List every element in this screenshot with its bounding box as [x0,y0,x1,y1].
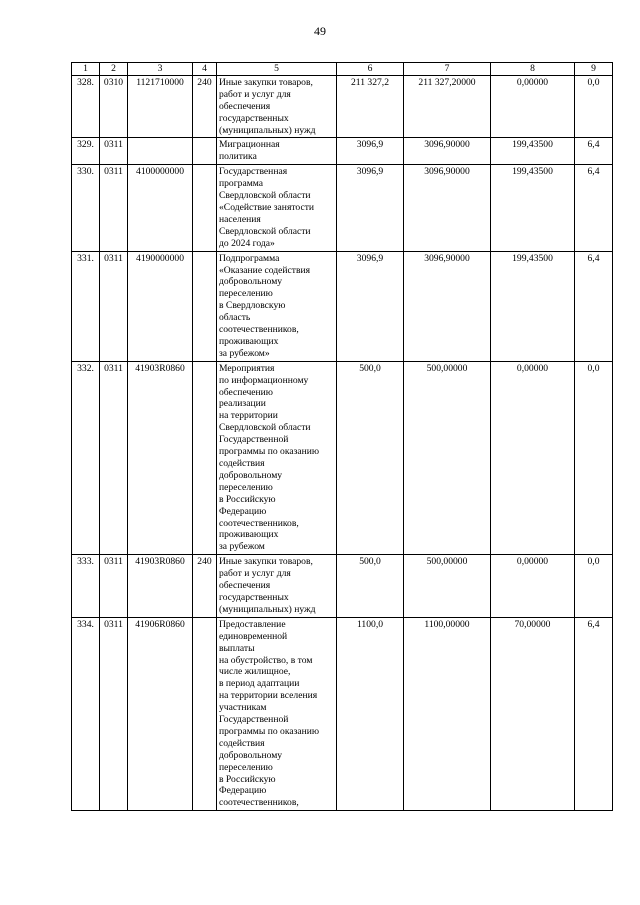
header-cell: 8 [491,63,575,76]
row-number-cell: 331. [72,251,100,361]
percent-cell: 6,4 [575,138,613,165]
budget-amount-cell: 3096,90000 [404,251,491,361]
target-article-cell: 1121710000 [128,75,193,138]
executed-amount-cell: 0,00000 [491,361,575,555]
item-name-cell: Предоставление единовременной выплаты на обустройство, в том числе жилищное, в период адаптации на территории вселения участникам Государственной программы по оказанию содействия добровольному переселению в Российскую Федерацию соотечественников, [217,617,337,811]
item-name-cell: Мероприятия по информационному обеспечению реализации на территории Свердловской области Государственной программы по оказанию содействия добровольному переселению в Российскую Федерацию соотечественников, проживающих за рубежом [217,361,337,555]
executed-amount-cell: 0,00000 [491,555,575,618]
item-name-cell: Иные закупки товаров, работ и услуг для обеспечения государственных (муниципальных) нужд [217,555,337,618]
table-row [72,361,613,555]
item-name-cell: Государственная программа Свердловской области «Содействие занятости населения Свердловской области до 2024 года» [217,165,337,251]
expense-type-cell: 240 [193,75,217,138]
section-code-cell: 0311 [100,165,128,251]
planned-amount-cell: 3096,9 [337,165,404,251]
item-name-cell: Миграционная политика [217,138,337,165]
header-row [72,63,613,76]
section-code-cell: 0311 [100,617,128,811]
expense-type-cell: 240 [193,555,217,618]
row-number-cell: 334. [72,617,100,811]
budget-amount-cell: 211 327,20000 [404,75,491,138]
expense-type-cell [193,361,217,555]
table-body [72,75,613,810]
section-code-cell: 0311 [100,555,128,618]
expense-type-cell [193,165,217,251]
budget-amount-cell: 500,00000 [404,555,491,618]
row-number-cell: 332. [72,361,100,555]
executed-amount-cell: 199,43500 [491,165,575,251]
budget-amount-cell: 1100,00000 [404,617,491,811]
expense-type-cell [193,251,217,361]
executed-amount-cell: 199,43500 [491,138,575,165]
percent-cell: 6,4 [575,617,613,811]
table-row [72,165,613,251]
budget-table [71,62,613,811]
header-cell: 7 [404,63,491,76]
target-article-cell: 41906R0860 [128,617,193,811]
planned-amount-cell: 3096,9 [337,138,404,165]
table-row [72,555,613,618]
item-name-cell: Подпрограмма «Оказание содействия добровольному переселению в Свердловскую область соотечественников, проживающих за рубежом» [217,251,337,361]
executed-amount-cell: 70,00000 [491,617,575,811]
row-number-cell: 333. [72,555,100,618]
percent-cell: 0,0 [575,75,613,138]
expense-type-cell [193,138,217,165]
planned-amount-cell: 500,0 [337,361,404,555]
section-code-cell: 0311 [100,138,128,165]
executed-amount-cell: 199,43500 [491,251,575,361]
budget-amount-cell: 3096,90000 [404,138,491,165]
row-number-cell: 329. [72,138,100,165]
table-row [72,251,613,361]
percent-cell: 0,0 [575,555,613,618]
table-row [72,75,613,138]
planned-amount-cell: 211 327,2 [337,75,404,138]
target-article-cell: 4100000000 [128,165,193,251]
target-article-cell [128,138,193,165]
planned-amount-cell: 1100,0 [337,617,404,811]
section-code-cell: 0310 [100,75,128,138]
section-code-cell: 0311 [100,361,128,555]
expense-type-cell [193,617,217,811]
target-article-cell: 4190000000 [128,251,193,361]
page-number: 49 [314,24,326,38]
header-cell: 3 [128,63,193,76]
percent-cell: 6,4 [575,251,613,361]
table-row [72,138,613,165]
header-cell: 9 [575,63,613,76]
percent-cell: 6,4 [575,165,613,251]
row-number-cell: 330. [72,165,100,251]
header-cell: 2 [100,63,128,76]
item-name-cell: Иные закупки товаров, работ и услуг для обеспечения государственных (муниципальных) нужд [217,75,337,138]
header-cell: 5 [217,63,337,76]
target-article-cell: 41903R0860 [128,361,193,555]
header-cell: 6 [337,63,404,76]
budget-amount-cell: 500,00000 [404,361,491,555]
target-article-cell: 41903R0860 [128,555,193,618]
section-code-cell: 0311 [100,251,128,361]
table-row [72,617,613,811]
header-cell: 4 [193,63,217,76]
planned-amount-cell: 3096,9 [337,251,404,361]
header-cell: 1 [72,63,100,76]
executed-amount-cell: 0,00000 [491,75,575,138]
budget-amount-cell: 3096,90000 [404,165,491,251]
percent-cell: 0,0 [575,361,613,555]
planned-amount-cell: 500,0 [337,555,404,618]
row-number-cell: 328. [72,75,100,138]
